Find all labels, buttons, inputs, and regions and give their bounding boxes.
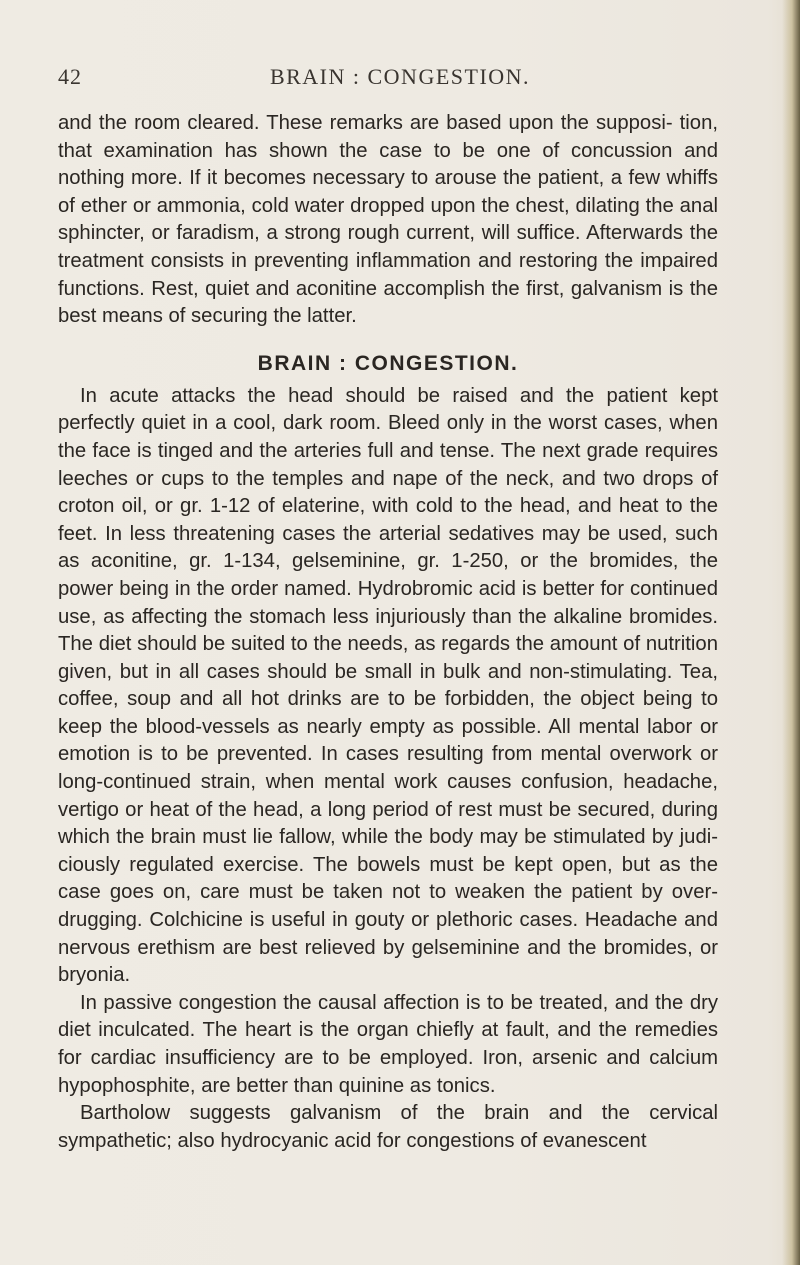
page-edge-shadow [782, 0, 800, 1265]
body-text [58, 110, 718, 1155]
continuation-paragraph: and the room cleared. These remarks are based upon the supposi- tion, that examination has shown the case to be one of concussion and nothing more. If it becomes necessary to arouse the patient, a few whiffs of ether or ammonia, cold water dropped upon the chest, dilating the anal sphincter, or faradism, a strong rough current, will suffice. Afterwards the treatment consists in preventing inflammation and restoring the impaired functions. Rest, quiet and aconitine accomplish the first, galvanism is the best means of securing the latter. [58, 112, 718, 328]
page-header [0, 64, 800, 92]
section-heading: BRAIN : CONGESTION. [257, 351, 519, 375]
running-head: BRAIN : CONGESTION. [269, 64, 531, 89]
paragraph-acute-attacks: In acute attacks the head should be raised and the patient kept perfectly quiet in a cool, dark room. Bleed only in the worst cases, when the face is tinged and the arteries full and tense. The next grade requires leeches or cups to the temples and nape of the neck, and two drops of croton oil, or gr. 1-12 of elaterine, with cold to the head, and heat to the feet. In less threatening cases the arterial sedatives may be used, such as aconitine, gr. 1-134, gelseminine, gr. 1-250, or the bromides, the power being in the order named. Hydrobromic acid is better for continued use, as affecting the stomach less injuriously than the alkaline bromides. The diet should be suited to the needs, as regards the amount of nutrition given, but in all cases should be small in bulk and non-stimulating. Tea, coffee, soup and all hot drinks are to be forbidden, the object being to keep the blood-vessels as nearly empty as possible. All mental labor or emotion is to be prevented. In cases resulting from mental overwork or long-continued strain, when mental work causes confusion, headache, vertigo or heat of the head, a long period of rest must be secured, during which the brain must lie fallow, while the body may be stimulated by judi- ciously regulated exercise. The bowels must be kept open, but as the case goes on, care must be taken not to weaken the patient by over-drugging. Colchicine is useful in gouty or plethoric cases. Headache and nervous erethism are best relieved by gelseminine and the bromides, or bryonia. [58, 384, 718, 987]
paragraph-passive-congestion: In passive congestion the causal affection is to be treated, and the dry diet inculcated. The heart is the organ chiefly at fault, and the remedies for cardiac insufficiency are to be employed. Iron, arsenic and calcium hypophosphite, are better than quinine as tonics. [58, 991, 718, 1097]
paragraph-bartholow: Bartholow suggests galvanism of the brain and the cervical sympathetic; also hydrocyanic acid for congestions of evanescent [58, 1102, 718, 1152]
page-number: 42 [58, 64, 82, 89]
